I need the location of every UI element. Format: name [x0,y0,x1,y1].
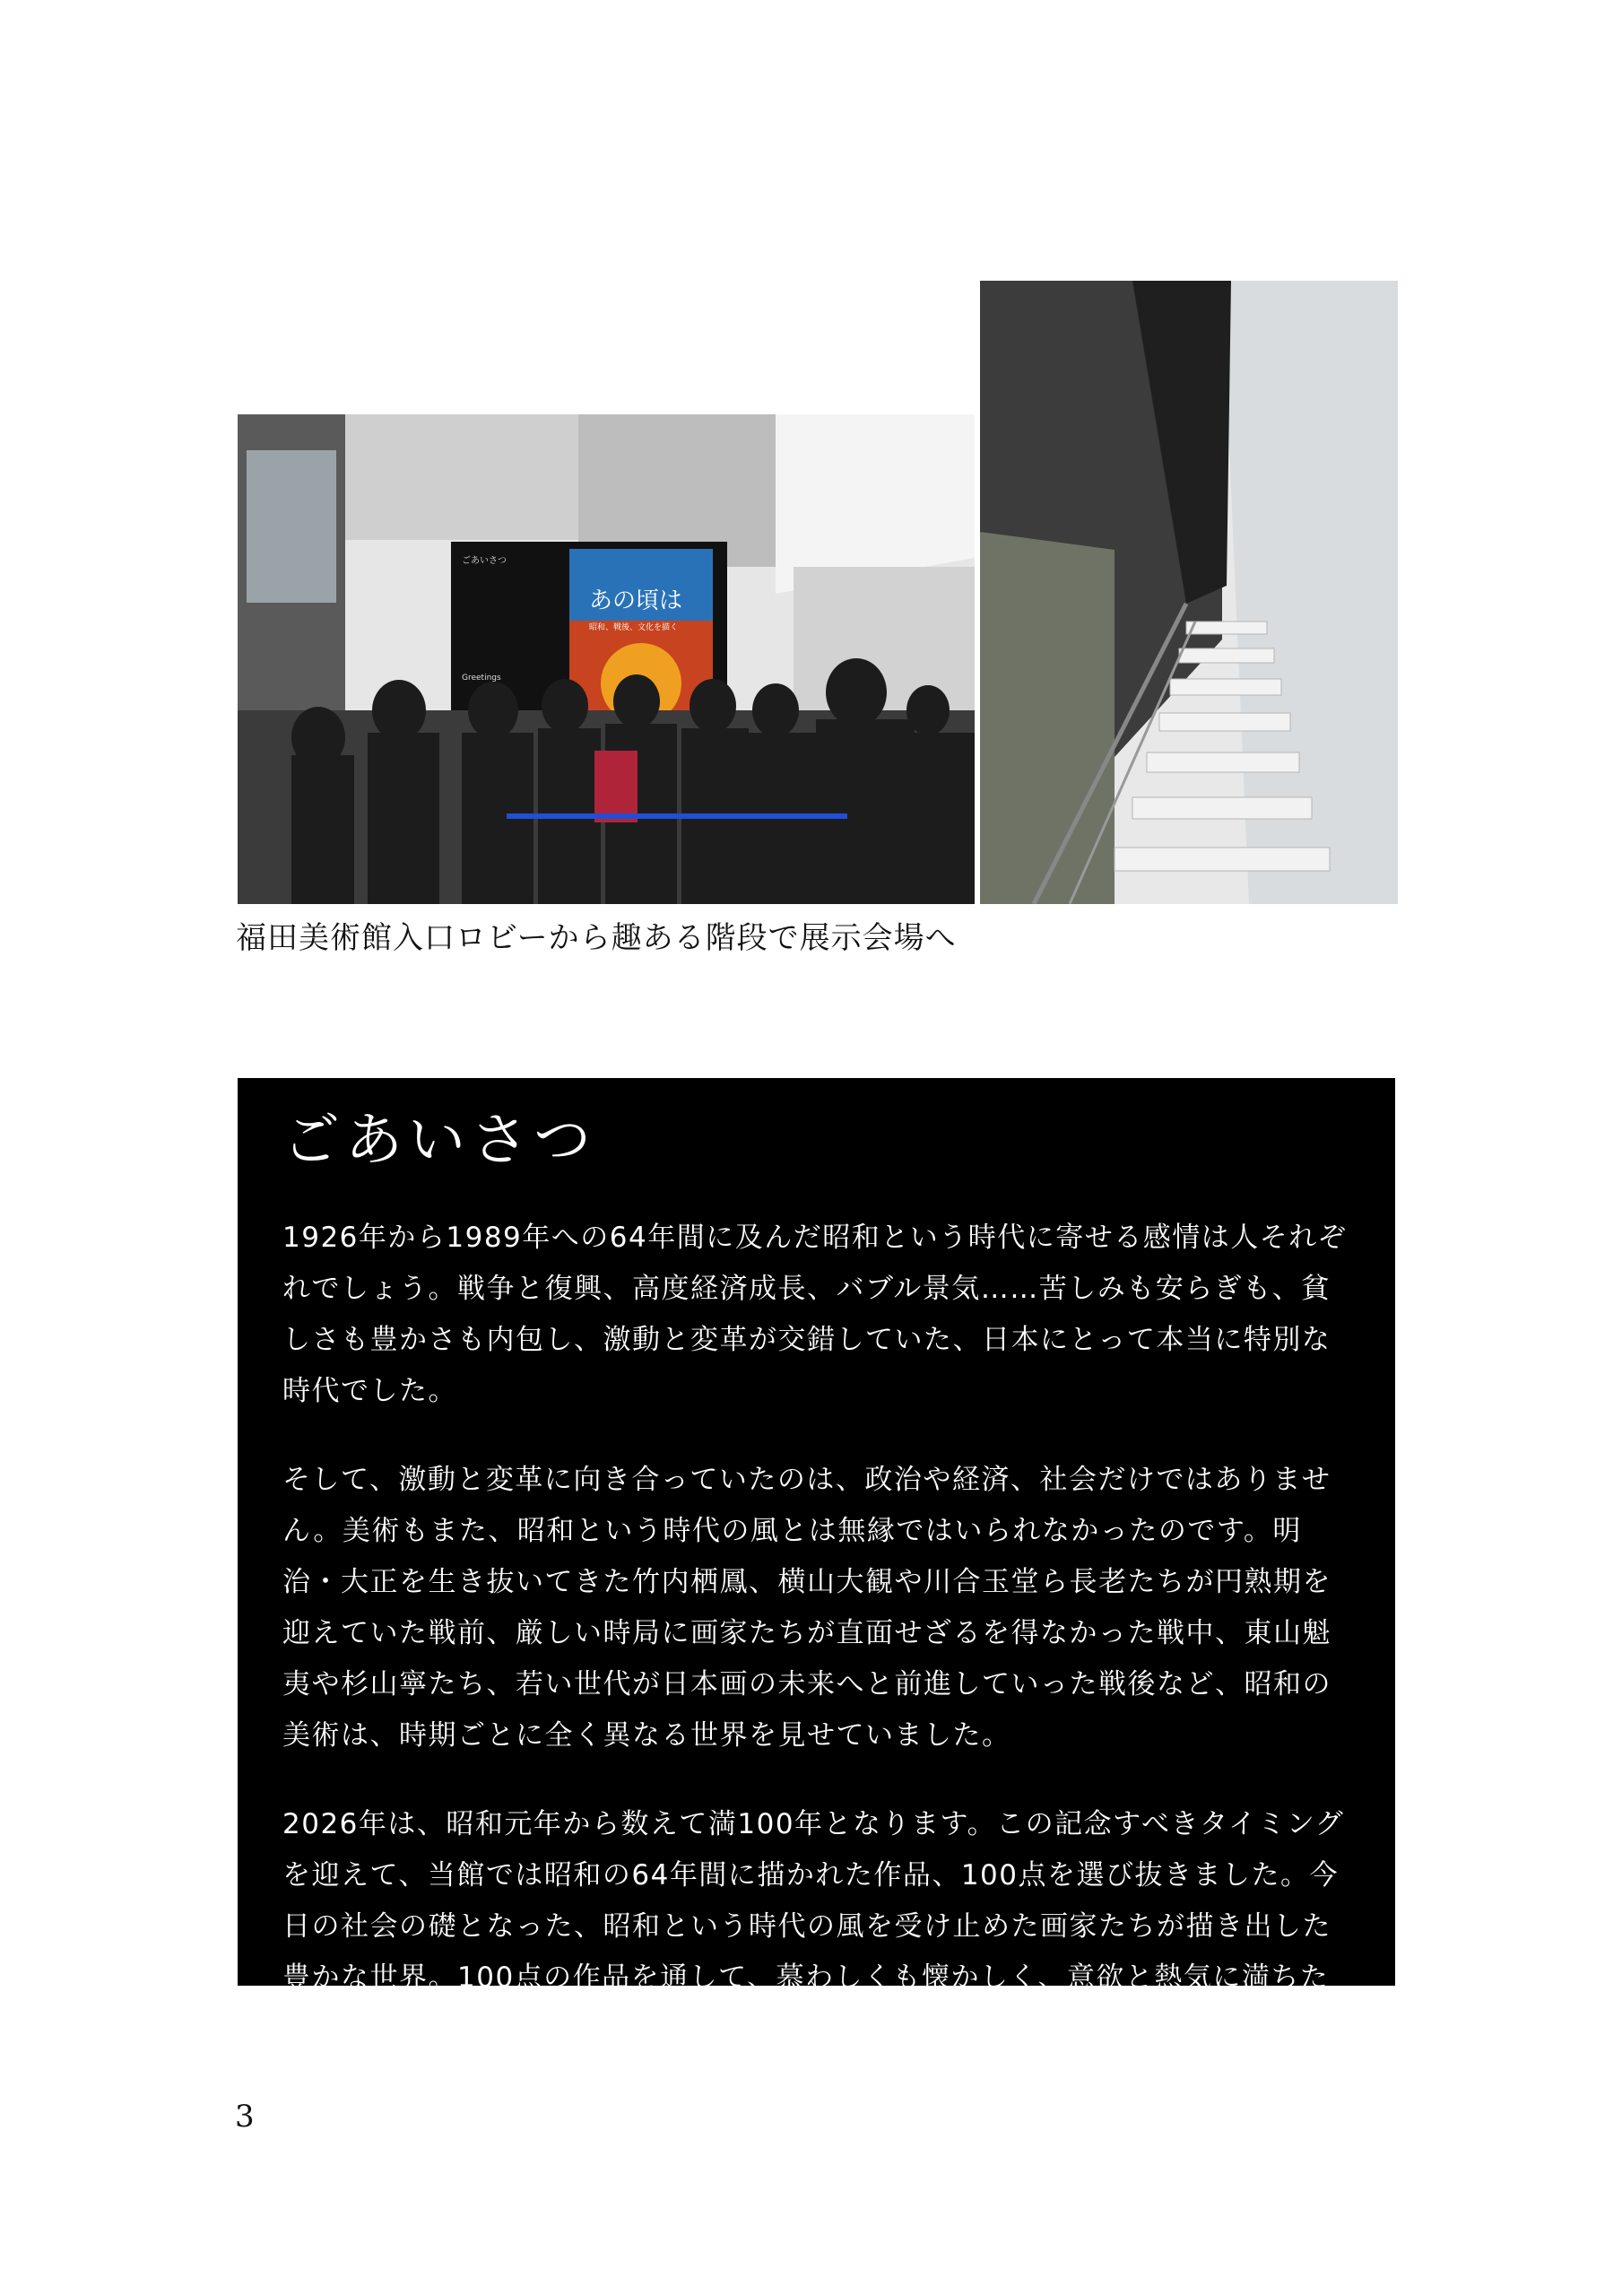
poster-title: あの頃は [589,587,683,614]
lobby-photo-illustration [238,414,975,904]
greeting-paragraph-4: 最後になりましたが、本展覧会を開催するにあたり、ご協力いただきました関係者の皆様に厚く御礼申し上げます。 [282,2101,1331,2185]
poster-subtitle: 昭和、戦後、文化を描く [589,623,679,632]
staircase-photo [980,281,1398,904]
greeting-paragraph-1: 1926年から1989年への64年間に及んだ昭和という時代に寄せる感情は人それぞれでしょう。戦争と復興、高度経済成長、バブル景気……苦しみも安らぎも、貧しさも豊かさも内包し、激動と変革が交錯していた、日本にとって本当に特別な時代でした。 [282,1222,1348,1407]
panel-title-small: ごあいさつ [462,556,507,566]
panel-heading-greetings: Greetings [462,674,501,683]
greeting-panel [238,1078,1395,2185]
lobby-photo [238,414,975,904]
photo-caption: 福田美術館入口ロビーから趣ある階段で展示会場へ [236,920,957,956]
greeting-paragraph-3: 2026年は、昭和元年から数えて満100年となります。この記念すべきタイミングを迎えて、当館では昭和の64年間に描かれた作品、100点を選び抜きました。今日の社会の礎となった、昭和という時代の風を受け止めた画家たちが描き出した豊かな世界。100点の作品を通して、慕わしくも懐かしく、意欲と熱気に満ちたあの特別な時代の風が、嵐山に吹き渡ります。 [282,1808,1345,2045]
staircase-photo-illustration [980,281,1398,904]
page-number: 3 [235,2099,255,2135]
greeting-paragraph-2: そして、激動と変革に向き合っていたのは、政治や経済、社会だけではありません。美術もまた、昭和という時代の風とは無縁ではいられなかったのです。明治・大正を生き抜いてきた竹内栖鳳、横山大観や川合玉堂ら長老たちが円熟期を迎えていた戦前、厳しい時局に画家たちが直面せざるを得なかった戦中、東山魁夷や杉山寧たち、若い世代が日本画の未来へと前進していった戦後など、昭和の美術は、時期ごとに全く異なる世界を見せていました。 [282,1464,1331,1752]
greeting-title: ごあいさつ [282,1108,596,1174]
